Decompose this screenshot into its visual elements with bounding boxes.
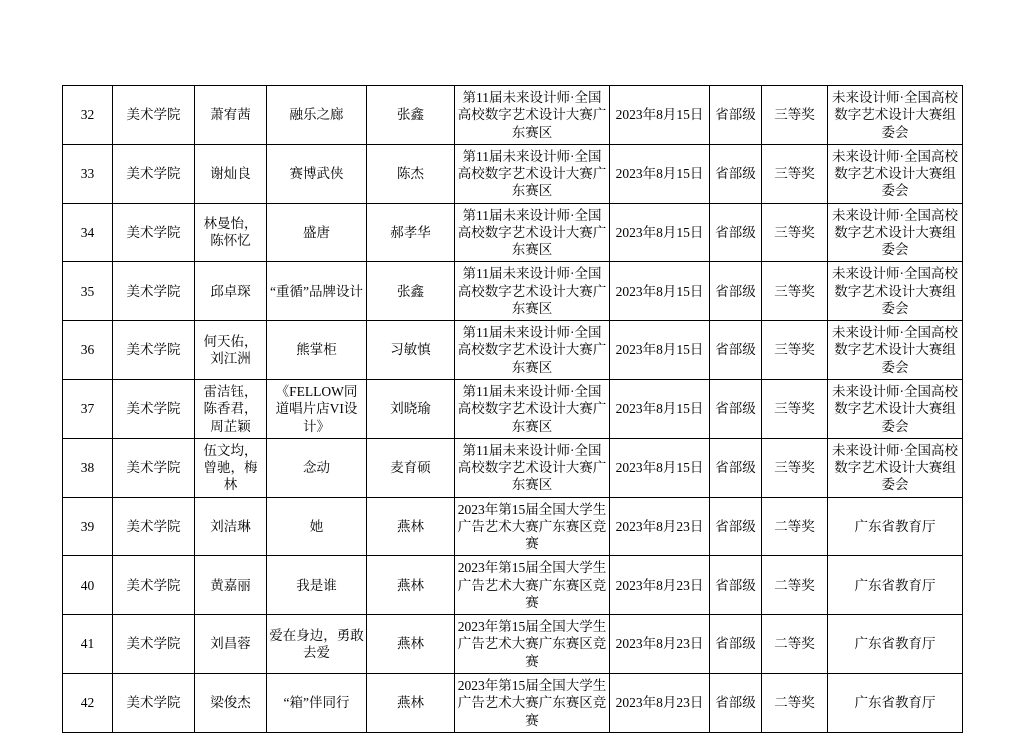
table-cell-prize: 二等奖	[762, 497, 828, 556]
table-cell-level: 省部级	[710, 321, 762, 380]
table-cell-college: 美术学院	[113, 379, 195, 438]
table-cell-teacher: 燕林	[367, 556, 455, 615]
table-cell-student: 何天佑，刘江洲	[195, 321, 267, 380]
table-cell-student: 萧宥茜	[195, 86, 267, 145]
table-cell-prize: 三等奖	[762, 262, 828, 321]
table-cell-org: 未来设计师·全国高校数字艺术设计大赛组委会	[828, 203, 963, 262]
award-records-table	[62, 85, 963, 733]
table-cell-student: 黄嘉丽	[195, 556, 267, 615]
table-cell-level: 省部级	[710, 86, 762, 145]
table-cell-date: 2023年8月15日	[610, 144, 710, 203]
table-cell-no: 40	[63, 556, 113, 615]
table-cell-contest: 第11届未来设计师·全国高校数字艺术设计大赛广东赛区	[455, 86, 610, 145]
table-cell-no: 42	[63, 673, 113, 732]
table-cell-work: 我是谁	[267, 556, 367, 615]
table-cell-date: 2023年8月23日	[610, 556, 710, 615]
table-row	[63, 615, 963, 674]
table-cell-date: 2023年8月15日	[610, 321, 710, 380]
table-cell-org: 未来设计师·全国高校数字艺术设计大赛组委会	[828, 86, 963, 145]
table-cell-student: 伍文均，曾驰，梅林	[195, 438, 267, 497]
table-cell-org: 广东省教育厅	[828, 673, 963, 732]
table-cell-prize: 二等奖	[762, 673, 828, 732]
table-cell-student: 梁俊杰	[195, 673, 267, 732]
table-cell-college: 美术学院	[113, 262, 195, 321]
table-cell-teacher: 张鑫	[367, 262, 455, 321]
table-cell-teacher: 燕林	[367, 673, 455, 732]
table-cell-contest: 第11届未来设计师·全国高校数字艺术设计大赛广东赛区	[455, 144, 610, 203]
table-row	[63, 673, 963, 732]
table-cell-no: 36	[63, 321, 113, 380]
table-cell-level: 省部级	[710, 144, 762, 203]
table-cell-work: 《FELLOW同道唱片店VI设计》	[267, 379, 367, 438]
table-cell-contest: 第11届未来设计师·全国高校数字艺术设计大赛广东赛区	[455, 203, 610, 262]
table-cell-work: 赛博武侠	[267, 144, 367, 203]
table-cell-teacher: 张鑫	[367, 86, 455, 145]
table-cell-date: 2023年8月15日	[610, 86, 710, 145]
table-cell-prize: 三等奖	[762, 321, 828, 380]
table-cell-level: 省部级	[710, 262, 762, 321]
table-cell-teacher: 刘晓瑜	[367, 379, 455, 438]
table-cell-student: 谢灿良	[195, 144, 267, 203]
table-cell-contest: 第11届未来设计师·全国高校数字艺术设计大赛广东赛区	[455, 379, 610, 438]
table-row	[63, 497, 963, 556]
table-cell-level: 省部级	[710, 615, 762, 674]
table-cell-org: 未来设计师·全国高校数字艺术设计大赛组委会	[828, 144, 963, 203]
table-cell-teacher: 燕林	[367, 497, 455, 556]
table-cell-student: 雷洁钰，陈香君，周芷颖	[195, 379, 267, 438]
table-cell-org: 未来设计师·全国高校数字艺术设计大赛组委会	[828, 379, 963, 438]
table-row	[63, 262, 963, 321]
table-cell-org: 未来设计师·全国高校数字艺术设计大赛组委会	[828, 262, 963, 321]
table-cell-work: 爱在身边，勇敢去爱	[267, 615, 367, 674]
table-row	[63, 556, 963, 615]
table-cell-prize: 三等奖	[762, 203, 828, 262]
table-cell-date: 2023年8月15日	[610, 438, 710, 497]
table-cell-level: 省部级	[710, 438, 762, 497]
table-cell-work: “箱”伴同行	[267, 673, 367, 732]
table-cell-contest: 第11届未来设计师·全国高校数字艺术设计大赛广东赛区	[455, 262, 610, 321]
table-cell-college: 美术学院	[113, 144, 195, 203]
table-cell-level: 省部级	[710, 556, 762, 615]
table-cell-college: 美术学院	[113, 497, 195, 556]
table-cell-work: 熊掌柜	[267, 321, 367, 380]
table-row	[63, 379, 963, 438]
table-cell-no: 39	[63, 497, 113, 556]
award-table-container	[62, 85, 962, 733]
table-body	[63, 86, 963, 733]
table-cell-student: 林曼怡，陈怀忆	[195, 203, 267, 262]
table-cell-contest: 2023年第15届全国大学生广告艺术大赛广东赛区竞赛	[455, 615, 610, 674]
table-cell-college: 美术学院	[113, 556, 195, 615]
table-cell-date: 2023年8月15日	[610, 262, 710, 321]
table-cell-org: 广东省教育厅	[828, 497, 963, 556]
table-cell-college: 美术学院	[113, 86, 195, 145]
table-row	[63, 86, 963, 145]
table-cell-work: 融乐之廊	[267, 86, 367, 145]
table-cell-teacher: 习敏慎	[367, 321, 455, 380]
table-cell-date: 2023年8月23日	[610, 497, 710, 556]
table-cell-org: 广东省教育厅	[828, 615, 963, 674]
table-cell-no: 35	[63, 262, 113, 321]
table-cell-prize: 三等奖	[762, 438, 828, 497]
table-cell-teacher: 麦育硕	[367, 438, 455, 497]
table-cell-date: 2023年8月15日	[610, 203, 710, 262]
table-cell-contest: 2023年第15届全国大学生广告艺术大赛广东赛区竞赛	[455, 556, 610, 615]
table-cell-contest: 第11届未来设计师·全国高校数字艺术设计大赛广东赛区	[455, 438, 610, 497]
table-row	[63, 321, 963, 380]
table-cell-date: 2023年8月23日	[610, 615, 710, 674]
table-cell-date: 2023年8月23日	[610, 673, 710, 732]
table-cell-no: 37	[63, 379, 113, 438]
table-cell-no: 33	[63, 144, 113, 203]
table-cell-student: 邱卓琛	[195, 262, 267, 321]
table-cell-teacher: 陈杰	[367, 144, 455, 203]
table-cell-student: 刘洁琳	[195, 497, 267, 556]
table-cell-level: 省部级	[710, 379, 762, 438]
table-cell-college: 美术学院	[113, 203, 195, 262]
table-cell-contest: 第11届未来设计师·全国高校数字艺术设计大赛广东赛区	[455, 321, 610, 380]
table-cell-level: 省部级	[710, 497, 762, 556]
table-cell-no: 41	[63, 615, 113, 674]
table-cell-work: 她	[267, 497, 367, 556]
table-row	[63, 203, 963, 262]
table-cell-no: 34	[63, 203, 113, 262]
table-cell-no: 32	[63, 86, 113, 145]
table-cell-college: 美术学院	[113, 615, 195, 674]
table-row	[63, 438, 963, 497]
table-cell-org: 未来设计师·全国高校数字艺术设计大赛组委会	[828, 321, 963, 380]
table-cell-work: 盛唐	[267, 203, 367, 262]
table-cell-work: 念动	[267, 438, 367, 497]
table-cell-prize: 三等奖	[762, 379, 828, 438]
table-cell-prize: 三等奖	[762, 144, 828, 203]
table-cell-prize: 三等奖	[762, 86, 828, 145]
table-cell-org: 广东省教育厅	[828, 556, 963, 615]
table-cell-level: 省部级	[710, 203, 762, 262]
table-cell-college: 美术学院	[113, 438, 195, 497]
table-cell-college: 美术学院	[113, 673, 195, 732]
table-cell-teacher: 燕林	[367, 615, 455, 674]
table-cell-no: 38	[63, 438, 113, 497]
table-cell-level: 省部级	[710, 673, 762, 732]
table-cell-student: 刘昌蓉	[195, 615, 267, 674]
table-cell-prize: 二等奖	[762, 556, 828, 615]
table-cell-contest: 2023年第15届全国大学生广告艺术大赛广东赛区竞赛	[455, 497, 610, 556]
table-cell-org: 未来设计师·全国高校数字艺术设计大赛组委会	[828, 438, 963, 497]
table-cell-college: 美术学院	[113, 321, 195, 380]
table-cell-teacher: 郝孝华	[367, 203, 455, 262]
table-cell-prize: 二等奖	[762, 615, 828, 674]
table-cell-work: “重循”品牌设计	[267, 262, 367, 321]
table-row	[63, 144, 963, 203]
table-cell-contest: 2023年第15届全国大学生广告艺术大赛广东赛区竞赛	[455, 673, 610, 732]
table-cell-date: 2023年8月15日	[610, 379, 710, 438]
